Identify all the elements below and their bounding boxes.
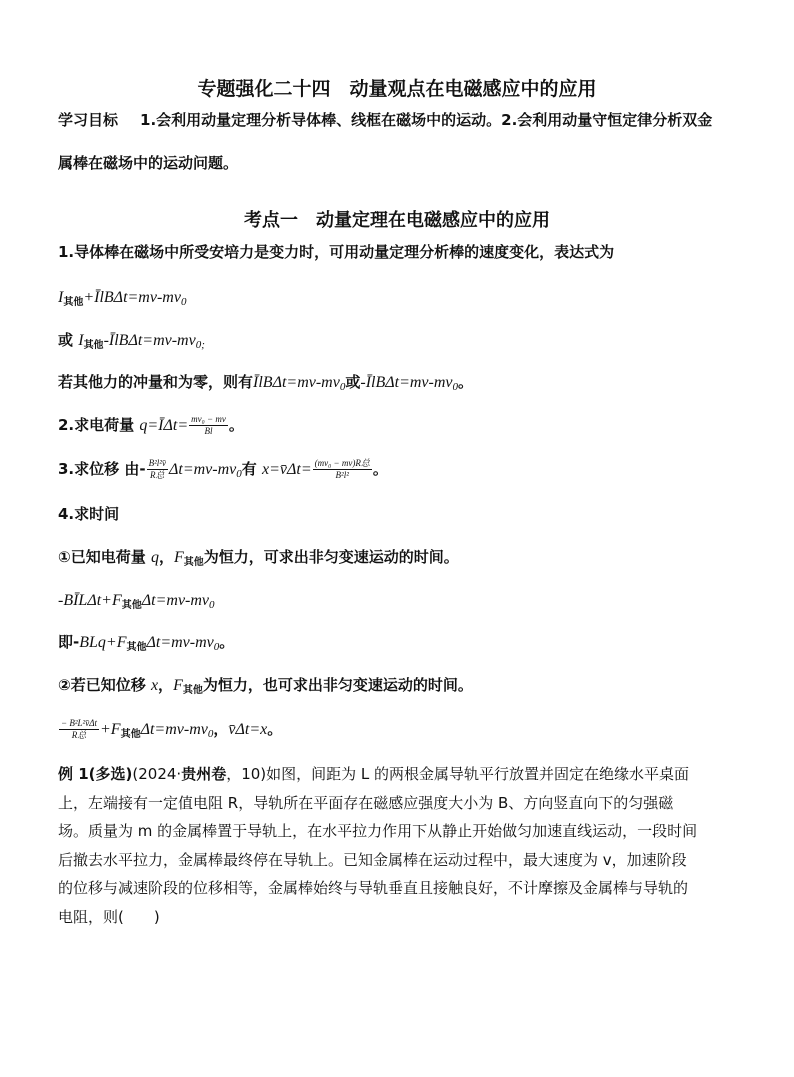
example-line-2: 上，左端接有一定值电阻 R，导轨所在平面存在磁感应强度大小为 B、方向竖直向下的匀强磁	[58, 793, 674, 812]
equation-8: $\frac{\text{− B²L²v̄Δt}}{\text{R总}}$ $+F_{其他}\Delta t=mv-mv_0$，v̄Δt=x。	[61, 718, 283, 740]
learning-goal-line-1	[58, 110, 712, 130]
point-4-heading: 4.求时间	[58, 505, 120, 523]
example-line-6: 电阻，则( )	[58, 907, 160, 926]
example-1	[58, 760, 738, 931]
example-line-4: 后撤去水平拉力，金属棒最终停在导轨上。已知金属棒在运动过程中，最大速度为 v，加速阶段	[58, 850, 687, 869]
page-title: 专题强化二十四 动量观点在电磁感应中的应用	[197, 78, 597, 100]
equation-5-displacement: 3.求位移 由- $\frac{\text{B²l²v̄}}{\text{R总}}$ $\Delta t=mv-mv_0$有 x=v̄Δt= $\frac{\text{(mv₀ − mv)R总}}{\text{B²l²}}$ 。	[58, 458, 388, 480]
displacement-fraction-1: $\frac{\text{B²l²v̄}}{\text{R总}}$	[148, 458, 166, 480]
equation-6: $-BĪL\Delta t+F_{其他}\Delta t=mv-mv_0$	[58, 592, 215, 611]
time-case-1: ①已知电荷量 q，$F_{其他}$为恒力，可求出非匀变速运动的时间。	[58, 548, 459, 568]
section-heading: 考点一 动量定理在电磁感应中的应用	[244, 210, 550, 231]
learning-goal-label: 学习目标	[58, 111, 119, 129]
learning-goal-line-2: 属棒在磁场中的运动问题。	[58, 154, 239, 172]
example-source: 贵州卷	[181, 765, 227, 783]
equation-3: 若其他力的冲量和为零，则有$ĪlB\Delta t=mv-mv_0$或$-ĪlB\Delta t=mv-mv_0$。	[58, 373, 474, 393]
equation-1: $I_{其他}+ĪlB\Delta t=mv-mv_0$	[58, 289, 187, 308]
equation-7: 即$-BLq+F_{其他}\Delta t=mv-mv_0$。	[58, 633, 235, 653]
example-tag: (多选)	[88, 765, 133, 783]
example-line-3: 场。质量为 m 的金属棒置于导轨上，在水平拉力作用下从静止开始做匀加速直线运动，一段时间	[58, 822, 698, 840]
charge-fraction: $\frac{\text{mv₀ − mv}}{Bl}$	[191, 414, 226, 436]
displacement-fraction-2: $\frac{\text{(mv₀ − mv)R总}}{\text{B²l²}}$	[314, 458, 370, 480]
example-line-5: 的位移与减速阶段的位移相等，金属棒始终与导轨垂直且接触良好，不计摩擦及金属棒与导轨的	[58, 879, 689, 897]
time-fraction: $\frac{\text{− B²L²v̄Δt}}{\text{R总}}$	[61, 718, 97, 740]
learning-goal-text-1: 1.会利用动量定理分析导体棒、线框在磁场中的运动。2.会利用动量守恒定律分析双金	[140, 111, 713, 129]
example-label: 例 1	[58, 765, 89, 783]
equation-2: 或 $I_{其他}-ĪlB\Delta t=mv-mv_{0;}$	[58, 331, 205, 351]
point-1-text: 1.导体棒在磁场中所受安培力是变力时，可用动量定理分析棒的速度变化，表达式为	[58, 243, 615, 261]
example-line-1: 例 1(多选)(2024·贵州卷，10)如图，间距为 L 的两根金属导轨平行放置并固定在绝缘水平桌面	[58, 765, 690, 783]
equation-4-charge: 2.求电荷量 q=ĪΔt= $\frac{\text{mv₀ − mv}}{Bl}$ 。	[58, 414, 244, 436]
time-case-2: ②若已知位移 x，$F_{其他}$为恒力，也可求出非匀变速运动的时间。	[58, 676, 473, 696]
